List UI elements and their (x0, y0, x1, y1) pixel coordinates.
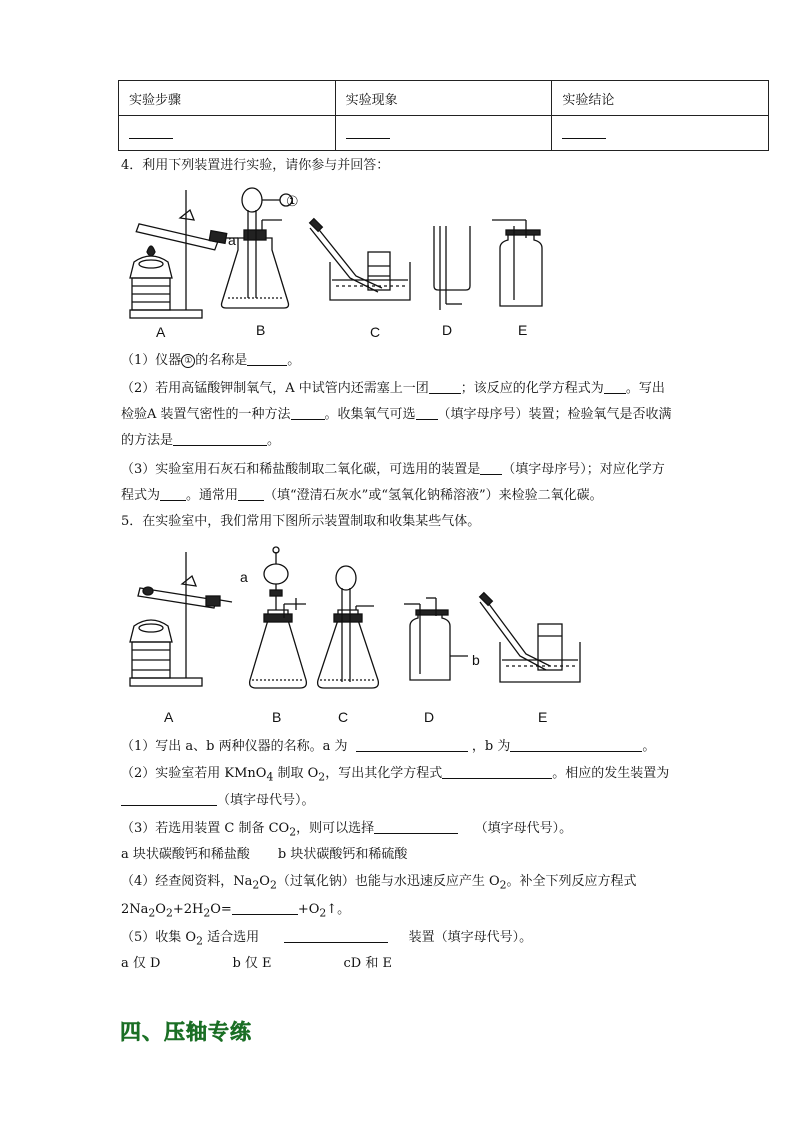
q5-p4-text: （4）经查阅资料，Na (121, 874, 253, 889)
table-header-cell: 实验现象 (335, 81, 552, 116)
answer-blank[interactable] (374, 820, 458, 834)
table-blank-cell[interactable] (335, 116, 552, 151)
answer-blank[interactable] (356, 738, 468, 752)
q5-p2-text: （填字母代号）。 (217, 793, 315, 808)
q5-p2-text: 。相应的发生装置为 (552, 766, 670, 781)
subscript: 2 (196, 934, 203, 948)
answer-blank[interactable] (510, 738, 642, 752)
table-blank-cell[interactable] (552, 116, 769, 151)
fig-label-A: A (156, 324, 166, 340)
equation-text: 2Na (121, 902, 149, 917)
annotation-b: b (472, 652, 480, 668)
subscript: 2 (203, 906, 211, 920)
answer-blank[interactable] (238, 487, 264, 501)
q5-part2-line2 (121, 792, 315, 809)
q5-p2-text: ，写出其化学方程式 (325, 766, 443, 781)
fig-label-B: B (272, 709, 282, 725)
q5-part3 (121, 820, 572, 841)
stand-base-icon (130, 310, 202, 318)
q5-choices (121, 956, 392, 972)
answer-blank[interactable] (416, 406, 438, 420)
fig-label-C: C (338, 709, 349, 725)
choice-b: b 仅 E (232, 956, 272, 971)
q4-p2-text: （填字母序号）装置；检验氧气是否收满 (437, 407, 672, 422)
q5-p3-text: （填字母代号）。 (474, 821, 573, 836)
answer-blank[interactable] (604, 380, 626, 394)
answer-blank[interactable] (173, 432, 267, 446)
subscript: 2 (269, 878, 277, 892)
q4-part3-line1 (121, 461, 665, 478)
q5-equation (121, 901, 350, 922)
fig-label-E: E (518, 322, 528, 338)
answer-blank[interactable] (232, 901, 298, 915)
subscript: 2 (148, 906, 156, 920)
q5-p5-text: 适合选用 (202, 930, 260, 945)
equation-text: ↑。 (326, 902, 351, 917)
answer-blank[interactable] (247, 352, 287, 366)
q5-p1-text: （1）写出 a、b 两种仪器的名称。a 为 (121, 739, 348, 754)
q4-p2-text: 。 (267, 433, 281, 448)
section-heading: 四、压轴专练 (120, 1021, 252, 1044)
q5-p4-text: （过氧化钠）也能与水迅速反应产生 O (276, 874, 500, 889)
q4-p2-text: ；该反应的化学方程式为 (460, 381, 604, 396)
q5-p4-text: 。补全下列反应方程式 (506, 874, 637, 889)
subscript: 2 (252, 878, 260, 892)
annotation-a: a (228, 232, 236, 248)
subscript: 2 (289, 825, 297, 839)
q5-title: 5．在实验室中，我们常用下图所示装置制取和收集某些气体。 (121, 514, 481, 529)
subscript: 2 (499, 878, 507, 892)
equation-text: O (155, 902, 166, 917)
q5-part5 (121, 929, 532, 950)
table-header-cell: 实验结论 (552, 81, 769, 116)
option-a: a 块状碳酸钙和稀盐酸 (121, 847, 250, 862)
answer-blank[interactable] (121, 792, 217, 806)
q5-p1-text: ，b 为 (471, 739, 511, 754)
q4-part2-line1 (121, 380, 665, 397)
fig-label-E: E (538, 709, 548, 725)
table-blank-cell[interactable] (119, 116, 336, 151)
experiment-table (118, 80, 769, 151)
q4-part2-line3 (121, 432, 280, 449)
q4-p2-text: 的方法是 (121, 433, 174, 448)
equation-text: +O (297, 902, 320, 917)
answer-blank[interactable] (429, 380, 461, 394)
table-row (119, 116, 769, 151)
q5-p5-text: （5）收集 O (121, 930, 197, 945)
annotation-a: a (240, 569, 248, 585)
fig-label-B: B (256, 322, 266, 338)
q4-p3-text: 程式为 (121, 488, 161, 503)
subscript: 2 (318, 770, 326, 784)
q5-part4 (121, 874, 637, 894)
q5-p4-text: O (259, 874, 270, 889)
q4-part2-line2 (121, 406, 672, 423)
q5-p5-text: 装置（填字母代号）。 (408, 930, 533, 945)
q4-p3-text: （填字母序号）；对应化学方 (502, 462, 665, 477)
subscript: 4 (266, 770, 274, 784)
q5-p2-text: 制取 O (273, 766, 319, 781)
fig-label-D: D (442, 322, 453, 338)
q4-part3-line2 (121, 487, 603, 504)
q4-p3-text: （3）实验室用石灰石和稀盐酸制取二氧化碳，可选用的装置是 (121, 462, 481, 477)
circled-number-1: ① (181, 354, 195, 368)
choice-a: a 仅 D (121, 956, 161, 971)
annotation-1: ① (286, 193, 299, 209)
fig-label-D: D (424, 709, 435, 725)
q4-p2-text: 。收集氧气可选 (324, 407, 416, 422)
q4-title: 4．利用下列装置进行实验，请你参与并回答： (121, 158, 390, 173)
q4-p3-text: （填“澄清石灰水”或“氢氧化钠稀溶液”）来检验二氧化碳。 (264, 488, 603, 503)
q5-part1 (121, 738, 655, 755)
answer-blank[interactable] (442, 765, 552, 779)
q4-p2-text: 检验A 装置气密性的一种方法 (121, 407, 291, 422)
option-b: b 块状碳酸钙和稀硫酸 (277, 847, 408, 862)
q5-p1-text: 。 (642, 739, 656, 754)
q5-p3-text: ，则可以选择 (296, 821, 375, 836)
subscript: 2 (319, 906, 327, 920)
equation-text: O= (210, 902, 232, 917)
choice-c: cD 和 E (343, 956, 392, 971)
q4-p2-text: 。写出 (625, 381, 665, 396)
q5-p2-text: （2）实验室若用 KMnO (121, 766, 267, 781)
table-header-cell: 实验步骤 (119, 81, 336, 116)
q5-options (121, 847, 407, 863)
fig-label-A: A (164, 709, 174, 725)
answer-blank[interactable] (160, 487, 186, 501)
q4-p1-text: 。 (287, 353, 301, 368)
equation-text: +2H (172, 902, 204, 917)
fig-label-C: C (370, 324, 381, 340)
subscript: 2 (165, 906, 173, 920)
q4-p2-text: （2）若用高锰酸钾制氧气，A 中试管内还需塞上一团 (121, 381, 429, 396)
answer-blank[interactable] (284, 929, 388, 943)
q5-part2-line1 (121, 765, 669, 786)
q5-apparatus-figure (120, 544, 600, 700)
answer-blank[interactable] (480, 461, 502, 475)
answer-blank[interactable] (291, 406, 325, 420)
q5-p3-text: （3）若选用装置 C 制备 CO (121, 821, 290, 836)
table-header-row (119, 81, 769, 116)
q4-p1-text: 的名称是 (195, 353, 248, 368)
q4-part1 (121, 352, 300, 369)
q4-p1-text: （1）仪器 (121, 353, 182, 368)
q4-p3-text: 。通常用 (186, 488, 239, 503)
q4-apparatus-figure (120, 180, 570, 330)
